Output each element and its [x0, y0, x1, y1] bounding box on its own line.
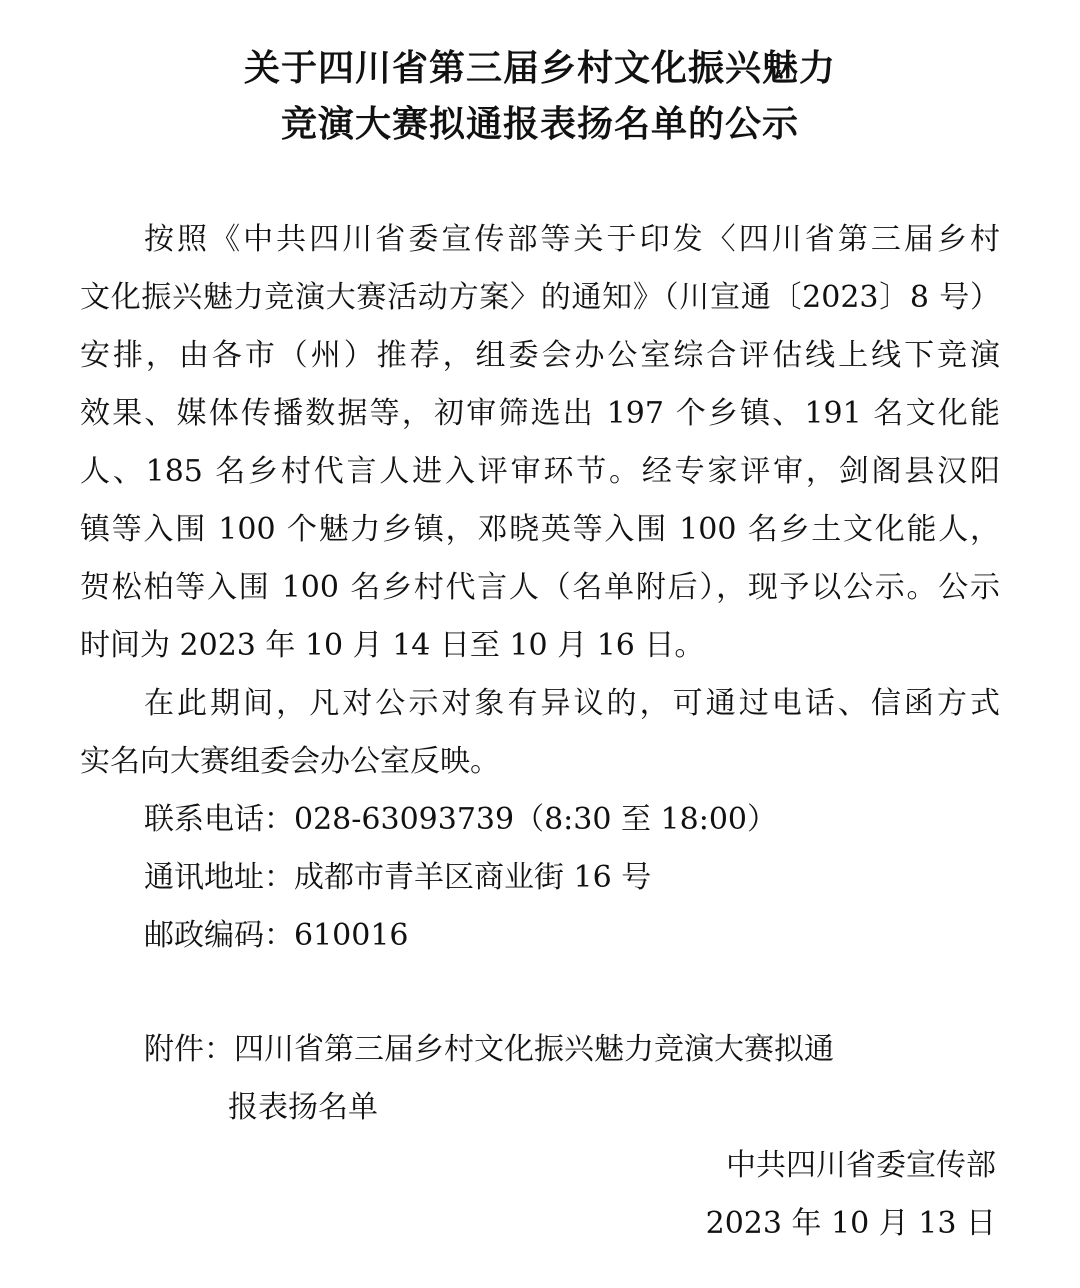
- body-p1-line-3: 安排，由各市（州）推荐，组委会办公室综合评估线上线下竞演: [80, 338, 1000, 373]
- body-p2-line-2: 实名向大赛组委会办公室反映。: [80, 744, 500, 779]
- body-p2-line-1: 在此期间，凡对公示对象有异议的，可通过电话、信函方式: [144, 686, 1000, 721]
- body-p1-line-6: 镇等入围 100 个魅力乡镇，邓晓英等入围 100 名乡土文化能人，: [80, 512, 1000, 547]
- signature-org: 中共四川省委宣传部: [726, 1148, 996, 1183]
- postal-code: 邮政编码：610016: [144, 918, 409, 953]
- title-line-2: 竞演大赛拟通报表扬名单的公示: [280, 104, 799, 145]
- body-p1-line-1: 按照《中共四川省委宣传部等关于印发〈四川省第三届乡村: [144, 222, 1000, 257]
- body-p1-line-7: 贺松柏等入围 100 名乡村代言人（名单附后），现予以公示。公示: [80, 570, 1000, 605]
- contact-phone: 联系电话：028-63093739（8:30 至 18:00）: [144, 802, 777, 837]
- body-p1-line-2: 文化振兴魅力竞演大赛活动方案〉的通知》（川宣通〔2023〕8 号）: [80, 280, 1000, 315]
- body-p1-line-5: 人、185 名乡村代言人进入评审环节。经专家评审，剑阁县汉阳: [80, 454, 1000, 489]
- signature-date: 2023 年 10 月 13 日: [705, 1206, 996, 1241]
- attachment-line-2: 报表扬名单: [228, 1090, 378, 1125]
- contact-address: 通讯地址：成都市青羊区商业街 16 号: [144, 860, 652, 895]
- body-p1-line-8: 时间为 2023 年 10 月 14 日至 10 月 16 日。: [80, 628, 705, 663]
- attachment-line-1: 附件：四川省第三届乡村文化振兴魅力竞演大赛拟通: [144, 1032, 834, 1067]
- title-line-1: 关于四川省第三届乡村文化振兴魅力: [243, 48, 836, 89]
- body-p1-line-4: 效果、媒体传播数据等，初审筛选出 197 个乡镇、191 名文化能: [80, 396, 1000, 431]
